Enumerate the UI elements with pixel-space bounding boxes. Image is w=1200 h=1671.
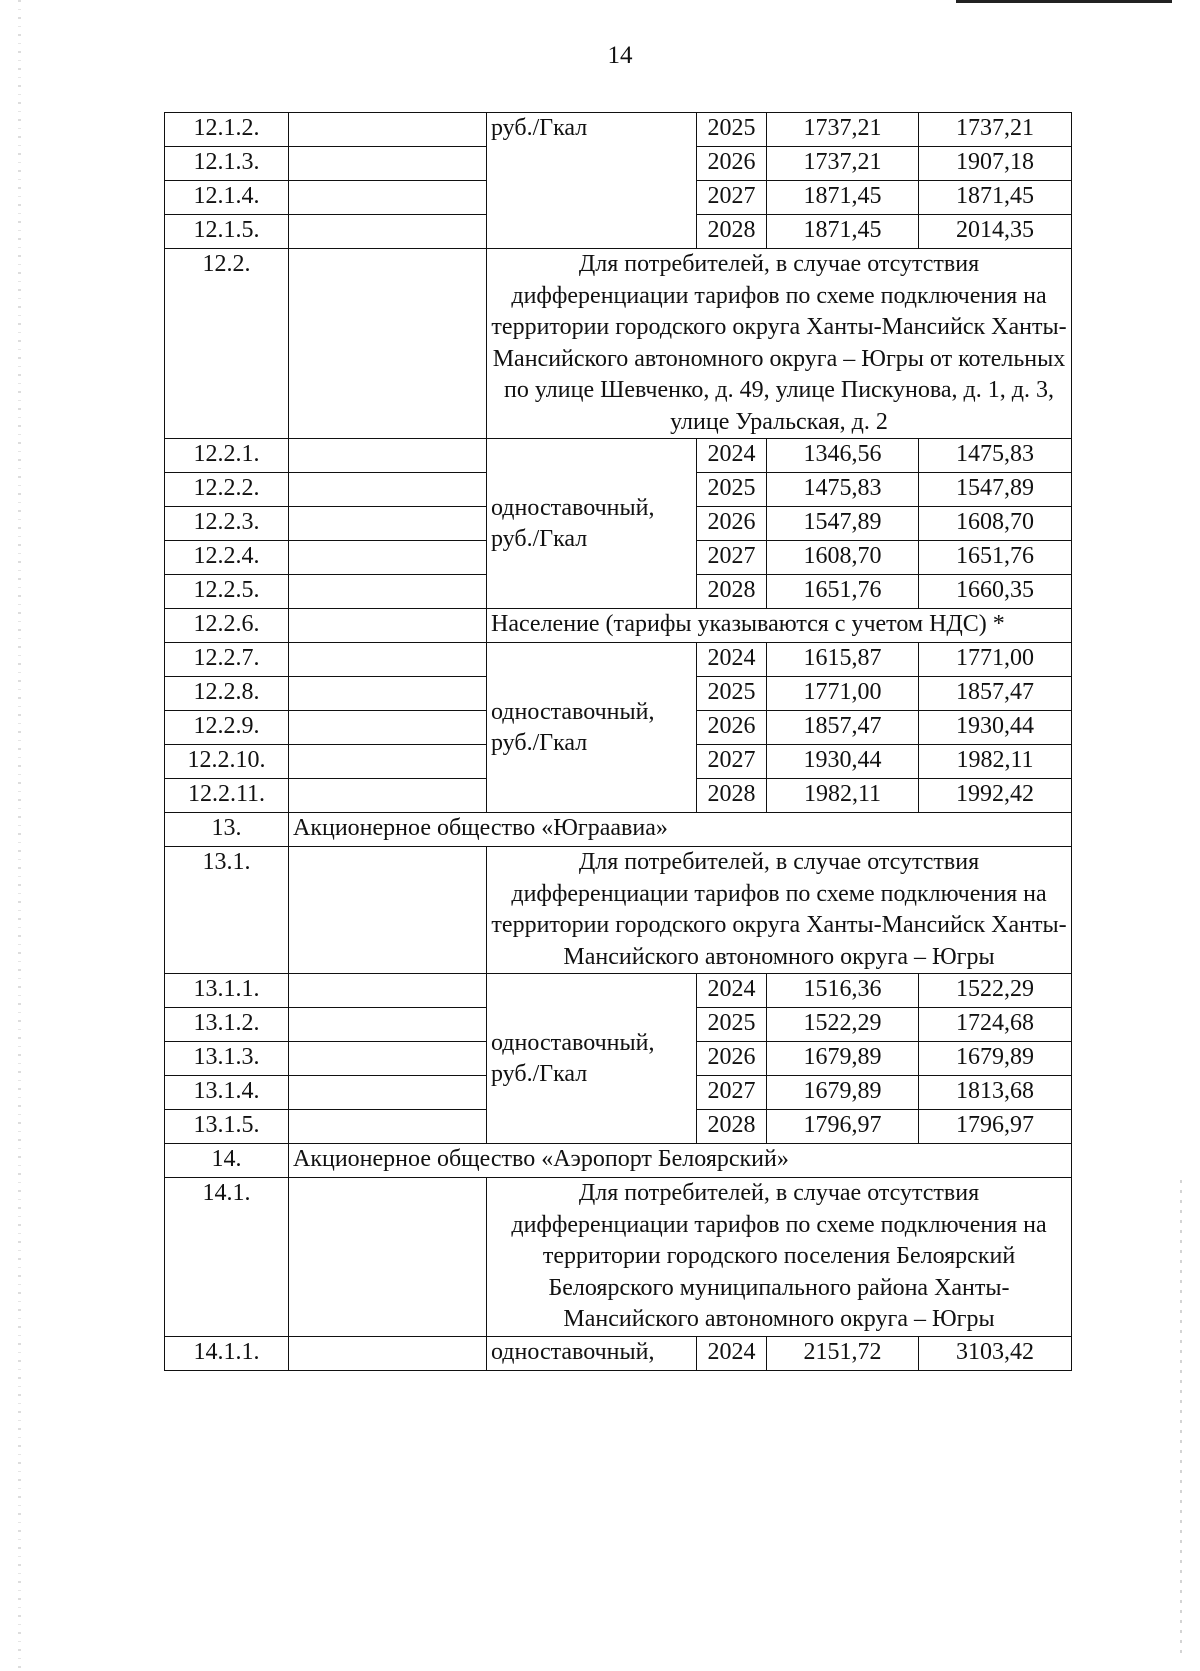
- tariff-value-2: 1475,83: [919, 439, 1072, 473]
- item-number: 12.2.8.: [165, 677, 289, 711]
- item-number: 12.2.: [165, 249, 289, 439]
- item-number: 12.2.7.: [165, 643, 289, 677]
- item-number: 14.1.1.: [165, 1336, 289, 1370]
- tariff-value-2: 1547,89: [919, 473, 1072, 507]
- item-number: 13.1.4.: [165, 1076, 289, 1110]
- blank-cell: [289, 1076, 487, 1110]
- tariff-value-2: 1737,21: [919, 113, 1072, 147]
- item-number: 12.2.1.: [165, 439, 289, 473]
- year-cell: 2024: [697, 974, 767, 1008]
- scan-edge-left: [18, 0, 21, 1671]
- tariff-value-2: 1796,97: [919, 1110, 1072, 1144]
- tariff-value-1: 1475,83: [767, 473, 919, 507]
- unit-cell: одноставочный, руб./Гкал: [487, 974, 697, 1144]
- tariff-value-1: 1771,00: [767, 677, 919, 711]
- blank-cell: [289, 643, 487, 677]
- tariff-value-1: 1737,21: [767, 147, 919, 181]
- year-cell: 2027: [697, 181, 767, 215]
- item-number: 13.1.5.: [165, 1110, 289, 1144]
- year-cell: 2028: [697, 215, 767, 249]
- blank-cell: [289, 1178, 487, 1337]
- table-row: [165, 1336, 1072, 1370]
- item-number: 14.1.: [165, 1178, 289, 1337]
- table-row: [165, 609, 1072, 643]
- table-row: [165, 974, 1072, 1008]
- blank-cell: [289, 181, 487, 215]
- item-number: 12.1.5.: [165, 215, 289, 249]
- item-number: 12.1.3.: [165, 147, 289, 181]
- year-cell: 2026: [697, 1042, 767, 1076]
- tariff-value-2: 1992,42: [919, 779, 1072, 813]
- unit-cell: одноставочный, руб./Гкал: [487, 643, 697, 813]
- tariff-value-2: 1679,89: [919, 1042, 1072, 1076]
- year-cell: 2027: [697, 1076, 767, 1110]
- blank-cell: [289, 974, 487, 1008]
- blank-cell: [289, 507, 487, 541]
- unit-cell: одноставочный, руб./Гкал: [487, 439, 697, 609]
- table-row: [165, 847, 1072, 974]
- unit-cell: одноставочный,: [487, 1336, 697, 1370]
- item-number: 12.2.2.: [165, 473, 289, 507]
- item-number: 12.2.6.: [165, 609, 289, 643]
- tariff-value-2: 1651,76: [919, 541, 1072, 575]
- tariff-table: [164, 112, 1072, 1371]
- year-cell: 2025: [697, 1008, 767, 1042]
- table-row: [165, 1178, 1072, 1337]
- item-number: 12.2.3.: [165, 507, 289, 541]
- table-row: [165, 113, 1072, 147]
- blank-cell: [289, 1110, 487, 1144]
- tariff-value-2: 1871,45: [919, 181, 1072, 215]
- tariff-value-2: 1930,44: [919, 711, 1072, 745]
- blank-cell: [289, 249, 487, 439]
- table-row: [165, 813, 1072, 847]
- tariff-value-1: 1737,21: [767, 113, 919, 147]
- year-cell: 2025: [697, 473, 767, 507]
- year-cell: 2027: [697, 541, 767, 575]
- tariff-value-1: 1679,89: [767, 1076, 919, 1110]
- tariff-value-1: 2151,72: [767, 1336, 919, 1370]
- blank-cell: [289, 439, 487, 473]
- blank-cell: [289, 215, 487, 249]
- blank-cell: [289, 677, 487, 711]
- tariff-value-1: 1615,87: [767, 643, 919, 677]
- tariff-value-1: 1608,70: [767, 541, 919, 575]
- tariff-value-1: 1982,11: [767, 779, 919, 813]
- blank-cell: [289, 847, 487, 974]
- tariff-value-2: 2014,35: [919, 215, 1072, 249]
- blank-cell: [289, 779, 487, 813]
- tariff-value-1: 1796,97: [767, 1110, 919, 1144]
- item-number: 13.1.2.: [165, 1008, 289, 1042]
- tariff-value-1: 1679,89: [767, 1042, 919, 1076]
- table-row: [165, 249, 1072, 439]
- tariff-value-2: 1724,68: [919, 1008, 1072, 1042]
- blank-cell: [289, 1042, 487, 1076]
- table-row: [165, 643, 1072, 677]
- unit-cell: руб./Гкал: [487, 113, 697, 249]
- year-cell: 2024: [697, 439, 767, 473]
- year-cell: 2028: [697, 779, 767, 813]
- blank-cell: [289, 1336, 487, 1370]
- top-rule: [956, 0, 1172, 3]
- tariff-value-1: 1522,29: [767, 1008, 919, 1042]
- item-number: 14.: [165, 1144, 289, 1178]
- blank-cell: [289, 609, 487, 643]
- blank-cell: [289, 575, 487, 609]
- tariff-value-1: 1871,45: [767, 215, 919, 249]
- item-number: 12.1.4.: [165, 181, 289, 215]
- year-cell: 2026: [697, 507, 767, 541]
- tariff-value-2: 1982,11: [919, 745, 1072, 779]
- year-cell: 2024: [697, 1336, 767, 1370]
- blank-cell: [289, 711, 487, 745]
- tariff-value-2: 1857,47: [919, 677, 1072, 711]
- page-number: 14: [607, 42, 633, 69]
- blank-cell: [289, 473, 487, 507]
- tariff-value-2: 1660,35: [919, 575, 1072, 609]
- year-cell: 2025: [697, 677, 767, 711]
- blank-cell: [289, 147, 487, 181]
- tariff-table-body: [165, 113, 1072, 1371]
- item-number: 12.2.4.: [165, 541, 289, 575]
- item-number: 13.1.3.: [165, 1042, 289, 1076]
- year-cell: 2026: [697, 147, 767, 181]
- tariff-value-2: 1813,68: [919, 1076, 1072, 1110]
- tariff-value-2: 1771,00: [919, 643, 1072, 677]
- blank-cell: [289, 113, 487, 147]
- consumer-group-description: Для потребителей, в случае отсутствия дифференциации тарифов по схеме подключения на территории городского округа Ханты-Мансийск Ханты-Мансийского автономного округа – Югры от котельных по улице Шевченко, д. 49, улице Пискунова, д. 1, д. 3, улице Уральская, д. 2: [487, 249, 1072, 439]
- item-number: 13.: [165, 813, 289, 847]
- item-number: 12.2.5.: [165, 575, 289, 609]
- item-number: 12.1.2.: [165, 113, 289, 147]
- tariff-value-1: 1516,36: [767, 974, 919, 1008]
- item-number: 13.1.: [165, 847, 289, 974]
- consumer-group-description: Население (тарифы указываются с учетом НДС) *: [487, 609, 1072, 643]
- tariff-value-1: 1651,76: [767, 575, 919, 609]
- table-row: [165, 1144, 1072, 1178]
- item-number: 13.1.1.: [165, 974, 289, 1008]
- tariff-value-1: 1930,44: [767, 745, 919, 779]
- year-cell: 2027: [697, 745, 767, 779]
- scan-edge-right: [1180, 1180, 1182, 1660]
- tariff-value-2: 1522,29: [919, 974, 1072, 1008]
- organization-name: Акционерное общество «Юграавиа»: [289, 813, 1072, 847]
- blank-cell: [289, 541, 487, 575]
- year-cell: 2025: [697, 113, 767, 147]
- year-cell: 2026: [697, 711, 767, 745]
- organization-name: Акционерное общество «Аэропорт Белоярский»: [289, 1144, 1072, 1178]
- table-row: [165, 439, 1072, 473]
- tariff-value-1: 1346,56: [767, 439, 919, 473]
- blank-cell: [289, 745, 487, 779]
- tariff-value-2: 3103,42: [919, 1336, 1072, 1370]
- year-cell: 2024: [697, 643, 767, 677]
- consumer-group-description: Для потребителей, в случае отсутствия дифференциации тарифов по схеме подключения на территории городского поселения Белоярский Белоярского муниципального района Ханты-Мансийского автономного округа – Югры: [487, 1178, 1072, 1337]
- year-cell: 2028: [697, 575, 767, 609]
- tariff-value-2: 1907,18: [919, 147, 1072, 181]
- consumer-group-description: Для потребителей, в случае отсутствия дифференциации тарифов по схеме подключения на территории городского округа Ханты-Мансийск Ханты-Мансийского автономного округа – Югры: [487, 847, 1072, 974]
- blank-cell: [289, 1008, 487, 1042]
- item-number: 12.2.10.: [165, 745, 289, 779]
- tariff-value-2: 1608,70: [919, 507, 1072, 541]
- year-cell: 2028: [697, 1110, 767, 1144]
- tariff-value-1: 1547,89: [767, 507, 919, 541]
- tariff-value-1: 1871,45: [767, 181, 919, 215]
- item-number: 12.2.9.: [165, 711, 289, 745]
- item-number: 12.2.11.: [165, 779, 289, 813]
- tariff-value-1: 1857,47: [767, 711, 919, 745]
